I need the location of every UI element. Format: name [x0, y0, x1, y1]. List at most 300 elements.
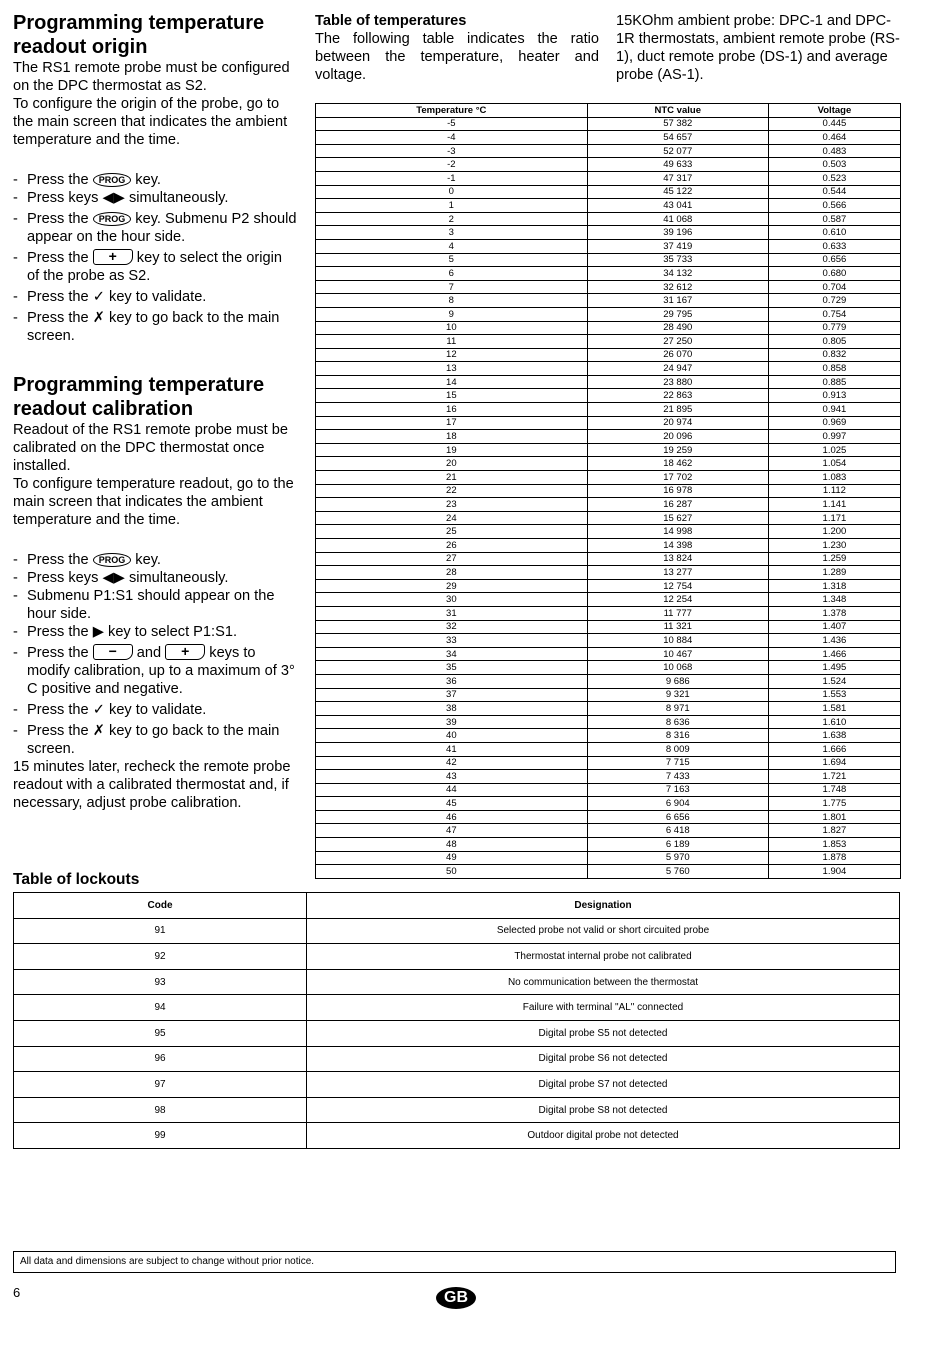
voltage-cell: 0.941	[768, 403, 900, 417]
table-row	[316, 797, 901, 811]
ntc-value-cell: 10 068	[587, 661, 768, 675]
temperature-cell: 11	[316, 335, 588, 349]
voltage-cell: 0.523	[768, 171, 900, 185]
calibration-step-4: - Press the ▶ key to select P1:S1.	[13, 623, 297, 641]
ntc-value-cell: 7 163	[587, 783, 768, 797]
voltage-cell: 1.581	[768, 702, 900, 716]
voltage-cell: 1.775	[768, 797, 900, 811]
ntc-value-cell: 47 317	[587, 171, 768, 185]
probe-note-block	[616, 12, 900, 84]
ntc-value-cell: 57 382	[587, 117, 768, 131]
ntc-value-cell: 6 904	[587, 797, 768, 811]
temperature-cell: 28	[316, 566, 588, 580]
code-cell: 99	[14, 1123, 307, 1149]
calibration-step-2: - Press keys ◀▶ simultaneously.	[13, 569, 297, 587]
temperature-cell: 29	[316, 579, 588, 593]
left-right-arrows-icon: ◀▶	[102, 570, 125, 586]
ntc-value-cell: 37 419	[587, 239, 768, 253]
ntc-value-cell: 9 686	[587, 674, 768, 688]
temperature-cell: 0	[316, 185, 588, 199]
table-row	[14, 1123, 900, 1149]
ntc-value-cell: 12 254	[587, 593, 768, 607]
voltage-cell: 0.913	[768, 389, 900, 403]
ntc-value-cell: 22 863	[587, 389, 768, 403]
table-row	[316, 239, 901, 253]
temperature-cell: -2	[316, 158, 588, 172]
voltage-cell: 0.729	[768, 294, 900, 308]
voltage-cell: 1.318	[768, 579, 900, 593]
cross-key-icon: ✗	[92, 723, 105, 739]
plus-key-icon: +	[165, 644, 205, 660]
lockouts-table-header	[14, 893, 900, 919]
designation-cell: No communication between the thermostat	[307, 969, 900, 995]
temperature-cell: -1	[316, 171, 588, 185]
ntc-value-cell: 7 433	[587, 770, 768, 784]
table-row	[316, 267, 901, 281]
table-row	[14, 1097, 900, 1123]
table-row	[316, 539, 901, 553]
calibration-paragraph-2: To configure temperature readout, go to the main screen that indicates the ambient temperature and the time.	[13, 476, 294, 528]
voltage-cell: 1.694	[768, 756, 900, 770]
code-cell: 96	[14, 1046, 307, 1072]
voltage-cell: 1.054	[768, 457, 900, 471]
temperature-cell: 31	[316, 606, 588, 620]
voltage-cell: 1.348	[768, 593, 900, 607]
voltage-cell: 1.495	[768, 661, 900, 675]
origin-paragraph-1: The RS1 remote probe must be configured on the DPC thermostat as S2.	[13, 60, 290, 94]
table-row	[14, 944, 900, 970]
voltage-cell: 1.200	[768, 525, 900, 539]
table-row	[316, 770, 901, 784]
calibration-section	[13, 373, 297, 812]
cross-key-icon: ✗	[92, 310, 105, 326]
ntc-value-cell: 29 795	[587, 307, 768, 321]
table-row	[316, 457, 901, 471]
origin-heading: Programming temperature readout origin	[13, 12, 265, 58]
page-number: 6	[13, 1285, 21, 1300]
voltage-cell: 0.544	[768, 185, 900, 199]
designation-cell: Digital probe S5 not detected	[307, 1020, 900, 1046]
table-row	[316, 838, 901, 852]
minus-key-icon: −	[93, 644, 133, 660]
table-row	[316, 620, 901, 634]
table-row	[316, 511, 901, 525]
voltage-cell: 1.436	[768, 634, 900, 648]
table-row	[316, 226, 901, 240]
temperature-cell: 15	[316, 389, 588, 403]
origin-step-2: - Press keys ◀▶ simultaneously.	[13, 189, 297, 207]
ntc-value-cell: 41 068	[587, 212, 768, 226]
calibration-step-3: - Submenu P1:S1 should appear on the hour side.	[13, 587, 297, 623]
voltage-cell: 0.680	[768, 267, 900, 281]
table-row	[14, 1046, 900, 1072]
ntc-value-cell: 10 467	[587, 647, 768, 661]
ntc-value-cell: 43 041	[587, 199, 768, 213]
voltage-cell: 1.083	[768, 471, 900, 485]
origin-step-4: - Press the + key to select the origin of the probe as S2.	[13, 249, 297, 285]
table-row	[316, 280, 901, 294]
ntc-value-cell: 8 009	[587, 742, 768, 756]
temperature-table	[315, 103, 901, 879]
voltage-cell: 1.289	[768, 566, 900, 580]
ntc-value-cell: 6 189	[587, 838, 768, 852]
code-cell: 94	[14, 995, 307, 1021]
table-row	[316, 307, 901, 321]
code-cell: 97	[14, 1072, 307, 1098]
ntc-value-cell: 21 895	[587, 403, 768, 417]
temperature-cell: 5	[316, 253, 588, 267]
voltage-cell: 0.885	[768, 375, 900, 389]
calibration-step-6: - Press the ✓ key to validate.	[13, 701, 297, 719]
temperature-cell: 3	[316, 226, 588, 240]
column-header-ntc-value: NTC value	[587, 104, 768, 118]
table-row	[316, 715, 901, 729]
right-arrow-icon: ▶	[92, 624, 104, 640]
column-header-voltage: Voltage	[768, 104, 900, 118]
designation-cell: Thermostat internal probe not calibrated	[307, 944, 900, 970]
table-row	[316, 851, 901, 865]
origin-steps	[13, 171, 297, 345]
ntc-value-cell: 31 167	[587, 294, 768, 308]
origin-section	[13, 11, 297, 345]
temperature-cell: 34	[316, 647, 588, 661]
calibration-step-7: - Press the ✗ key to go back to the main screen.	[13, 722, 297, 758]
ntc-value-cell: 54 657	[587, 131, 768, 145]
table-row	[316, 647, 901, 661]
ntc-value-cell: 32 612	[587, 280, 768, 294]
prog-key-icon: PROG	[93, 212, 132, 226]
temperature-cell: 39	[316, 715, 588, 729]
designation-cell: Failure with terminal "AL" connected	[307, 995, 900, 1021]
ntc-value-cell: 12 754	[587, 579, 768, 593]
voltage-cell: 1.524	[768, 674, 900, 688]
ntc-value-cell: 13 824	[587, 552, 768, 566]
ntc-value-cell: 20 974	[587, 416, 768, 430]
voltage-cell: 1.025	[768, 443, 900, 457]
ntc-value-cell: 11 321	[587, 620, 768, 634]
ntc-value-cell: 27 250	[587, 335, 768, 349]
temperature-cell: 26	[316, 539, 588, 553]
table-row	[316, 484, 901, 498]
table-row	[316, 593, 901, 607]
ntc-value-cell: 49 633	[587, 158, 768, 172]
temperature-cell: 37	[316, 688, 588, 702]
code-cell: 98	[14, 1097, 307, 1123]
voltage-cell: 1.259	[768, 552, 900, 566]
temperature-cell: -3	[316, 144, 588, 158]
table-row	[316, 171, 901, 185]
ntc-value-cell: 14 398	[587, 539, 768, 553]
designation-cell: Digital probe S7 not detected	[307, 1072, 900, 1098]
table-row	[316, 430, 901, 444]
table-row	[316, 552, 901, 566]
table-row	[14, 995, 900, 1021]
table-row	[316, 253, 901, 267]
voltage-cell: 0.633	[768, 239, 900, 253]
voltage-cell: 1.666	[768, 742, 900, 756]
calibration-paragraph-3: 15 minutes later, recheck the remote probe readout with a calibrated thermostat and, if necessary, adjust probe calibration.	[13, 759, 291, 811]
table-row	[316, 702, 901, 716]
plus-key-icon: +	[93, 249, 133, 265]
calibration-step-1: - Press the PROG key.	[13, 551, 297, 569]
designation-cell: Outdoor digital probe not detected	[307, 1123, 900, 1149]
ntc-value-cell: 45 122	[587, 185, 768, 199]
table-row	[316, 321, 901, 335]
voltage-cell: 0.566	[768, 199, 900, 213]
language-badge: GB	[436, 1287, 476, 1309]
table-row	[316, 742, 901, 756]
ntc-value-cell: 8 971	[587, 702, 768, 716]
ntc-value-cell: 10 884	[587, 634, 768, 648]
ntc-value-cell: 52 077	[587, 144, 768, 158]
table-row	[316, 729, 901, 743]
temperatures-heading: Table of temperatures	[315, 13, 467, 29]
ntc-value-cell: 19 259	[587, 443, 768, 457]
temperature-cell: 47	[316, 824, 588, 838]
voltage-cell: 0.997	[768, 430, 900, 444]
voltage-cell: 1.748	[768, 783, 900, 797]
voltage-cell: 0.805	[768, 335, 900, 349]
table-row	[316, 674, 901, 688]
table-row	[316, 117, 901, 131]
ntc-value-cell: 17 702	[587, 471, 768, 485]
ntc-value-cell: 6 418	[587, 824, 768, 838]
temperature-cell: 16	[316, 403, 588, 417]
voltage-cell: 0.656	[768, 253, 900, 267]
column-header-code: Code	[14, 893, 307, 919]
ntc-value-cell: 16 287	[587, 498, 768, 512]
ntc-value-cell: 14 998	[587, 525, 768, 539]
temperature-cell: 42	[316, 756, 588, 770]
temperature-cell: 12	[316, 348, 588, 362]
ntc-value-cell: 15 627	[587, 511, 768, 525]
voltage-cell: 0.704	[768, 280, 900, 294]
table-row	[316, 756, 901, 770]
voltage-cell: 1.904	[768, 865, 900, 879]
temperature-cell: -5	[316, 117, 588, 131]
temperature-table-header	[316, 104, 901, 118]
ntc-value-cell: 16 978	[587, 484, 768, 498]
temperature-cell: 45	[316, 797, 588, 811]
table-row	[316, 199, 901, 213]
temperature-cell: 20	[316, 457, 588, 471]
temperature-cell: 23	[316, 498, 588, 512]
voltage-cell: 1.610	[768, 715, 900, 729]
temperature-cell: 46	[316, 810, 588, 824]
voltage-cell: 1.638	[768, 729, 900, 743]
voltage-cell: 1.827	[768, 824, 900, 838]
calibration-step-5: - Press the − and + keys to modify calibration, up to a maximum of 3° C positive and negative.	[13, 644, 297, 698]
designation-cell: Selected probe not valid or short circuited probe	[307, 918, 900, 944]
table-row	[316, 566, 901, 580]
table-row	[316, 634, 901, 648]
temperature-cell: 27	[316, 552, 588, 566]
table-row	[316, 416, 901, 430]
voltage-cell: 1.878	[768, 851, 900, 865]
temperature-cell: 4	[316, 239, 588, 253]
temperature-cell: 14	[316, 375, 588, 389]
temperature-cell: 40	[316, 729, 588, 743]
code-cell: 93	[14, 969, 307, 995]
table-row	[316, 294, 901, 308]
temperatures-intro-block	[315, 12, 599, 84]
voltage-cell: 1.407	[768, 620, 900, 634]
voltage-cell: 0.483	[768, 144, 900, 158]
table-row	[316, 525, 901, 539]
ntc-value-cell: 8 316	[587, 729, 768, 743]
table-row	[14, 969, 900, 995]
voltage-cell: 1.230	[768, 539, 900, 553]
temperature-cell: 50	[316, 865, 588, 879]
table-row	[14, 918, 900, 944]
table-row	[14, 1020, 900, 1046]
ntc-value-cell: 5 970	[587, 851, 768, 865]
ntc-value-cell: 18 462	[587, 457, 768, 471]
lockouts-table	[13, 892, 900, 1149]
temperature-cell: 44	[316, 783, 588, 797]
temperature-cell: 17	[316, 416, 588, 430]
temperature-cell: 30	[316, 593, 588, 607]
temperature-cell: 9	[316, 307, 588, 321]
temperature-cell: 2	[316, 212, 588, 226]
ntc-value-cell: 9 321	[587, 688, 768, 702]
table-row	[316, 661, 901, 675]
temperature-cell: 38	[316, 702, 588, 716]
voltage-cell: 1.721	[768, 770, 900, 784]
temperature-cell: 7	[316, 280, 588, 294]
table-row	[316, 185, 901, 199]
temperature-cell: 1	[316, 199, 588, 213]
ntc-value-cell: 26 070	[587, 348, 768, 362]
ntc-value-cell: 13 277	[587, 566, 768, 580]
column-header-designation: Designation	[307, 893, 900, 919]
temperature-cell: 10	[316, 321, 588, 335]
table-row	[316, 824, 901, 838]
temperature-cell: 18	[316, 430, 588, 444]
prog-key-icon: PROG	[93, 553, 132, 567]
origin-step-6: - Press the ✗ key to go back to the main screen.	[13, 309, 297, 345]
table-row	[316, 498, 901, 512]
temperature-cell: 41	[316, 742, 588, 756]
table-row	[316, 443, 901, 457]
table-row	[316, 865, 901, 879]
code-cell: 91	[14, 918, 307, 944]
temperature-cell: 6	[316, 267, 588, 281]
ntc-value-cell: 7 715	[587, 756, 768, 770]
check-key-icon: ✓	[92, 289, 105, 305]
table-row	[316, 403, 901, 417]
temperature-cell: -4	[316, 131, 588, 145]
voltage-cell: 1.466	[768, 647, 900, 661]
ntc-value-cell: 5 760	[587, 865, 768, 879]
temperature-cell: 19	[316, 443, 588, 457]
ntc-value-cell: 34 132	[587, 267, 768, 281]
voltage-cell: 0.610	[768, 226, 900, 240]
table-row	[316, 810, 901, 824]
table-row	[316, 335, 901, 349]
table-row	[316, 158, 901, 172]
ntc-value-cell: 11 777	[587, 606, 768, 620]
voltage-cell: 0.858	[768, 362, 900, 376]
temperature-cell: 8	[316, 294, 588, 308]
voltage-cell: 0.779	[768, 321, 900, 335]
temperature-cell: 13	[316, 362, 588, 376]
table-row	[316, 389, 901, 403]
table-row	[14, 1072, 900, 1098]
ntc-value-cell: 8 636	[587, 715, 768, 729]
temperature-cell: 22	[316, 484, 588, 498]
voltage-cell: 0.587	[768, 212, 900, 226]
voltage-cell: 0.464	[768, 131, 900, 145]
calibration-heading: Programming temperature readout calibration	[13, 374, 265, 420]
temperatures-intro: The following table indicates the ratio between the temperature, heater and voltage.	[315, 31, 599, 83]
temperature-cell: 24	[316, 511, 588, 525]
code-cell: 95	[14, 1020, 307, 1046]
origin-step-3: - Press the PROG key. Submenu P2 should appear on the hour side.	[13, 210, 297, 246]
voltage-cell: 1.112	[768, 484, 900, 498]
voltage-cell: 0.754	[768, 307, 900, 321]
designation-cell: Digital probe S6 not detected	[307, 1046, 900, 1072]
ntc-value-cell: 39 196	[587, 226, 768, 240]
lockouts-heading: Table of lockouts	[13, 871, 140, 888]
ntc-value-cell: 20 096	[587, 430, 768, 444]
disclaimer-text: All data and dimensions are subject to change without prior notice.	[20, 1256, 315, 1267]
temperature-cell: 33	[316, 634, 588, 648]
voltage-cell: 1.171	[768, 511, 900, 525]
table-row	[316, 348, 901, 362]
temperature-cell: 21	[316, 471, 588, 485]
temperature-cell: 32	[316, 620, 588, 634]
voltage-cell: 1.378	[768, 606, 900, 620]
temperature-cell: 36	[316, 674, 588, 688]
voltage-cell: 0.445	[768, 117, 900, 131]
ntc-value-cell: 6 656	[587, 810, 768, 824]
ntc-value-cell: 28 490	[587, 321, 768, 335]
table-row	[316, 688, 901, 702]
table-row	[316, 579, 901, 593]
table-row	[316, 131, 901, 145]
temperature-cell: 49	[316, 851, 588, 865]
designation-cell: Digital probe S8 not detected	[307, 1097, 900, 1123]
origin-step-1: - Press the PROG key.	[13, 171, 297, 189]
ntc-value-cell: 24 947	[587, 362, 768, 376]
voltage-cell: 0.832	[768, 348, 900, 362]
voltage-cell: 1.141	[768, 498, 900, 512]
table-row	[316, 144, 901, 158]
code-cell: 92	[14, 944, 307, 970]
ntc-value-cell: 35 733	[587, 253, 768, 267]
table-row	[316, 212, 901, 226]
voltage-cell: 1.801	[768, 810, 900, 824]
temperature-cell: 25	[316, 525, 588, 539]
table-row	[316, 362, 901, 376]
table-row	[316, 606, 901, 620]
temperature-cell: 48	[316, 838, 588, 852]
voltage-cell: 0.969	[768, 416, 900, 430]
temperature-cell: 43	[316, 770, 588, 784]
probe-note: 15KOhm ambient probe: DPC-1 and DPC-1R thermostats, ambient remote probe (RS-1), duct remote probe (DS-1) and average probe (AS-1).	[616, 13, 900, 83]
voltage-cell: 1.853	[768, 838, 900, 852]
column-header-temperature: Temperature °C	[316, 104, 588, 118]
prog-key-icon: PROG	[93, 173, 132, 187]
origin-paragraph-2: To configure the origin of the probe, go to the main screen that indicates the ambient temperature and the time.	[13, 96, 288, 148]
calibration-paragraph-1: Readout of the RS1 remote probe must be calibrated on the DPC thermostat once installed.	[13, 422, 289, 474]
left-right-arrows-icon: ◀▶	[102, 190, 125, 206]
voltage-cell: 0.503	[768, 158, 900, 172]
temperature-cell: 35	[316, 661, 588, 675]
calibration-steps	[13, 551, 297, 758]
disclaimer-box	[13, 1251, 896, 1273]
